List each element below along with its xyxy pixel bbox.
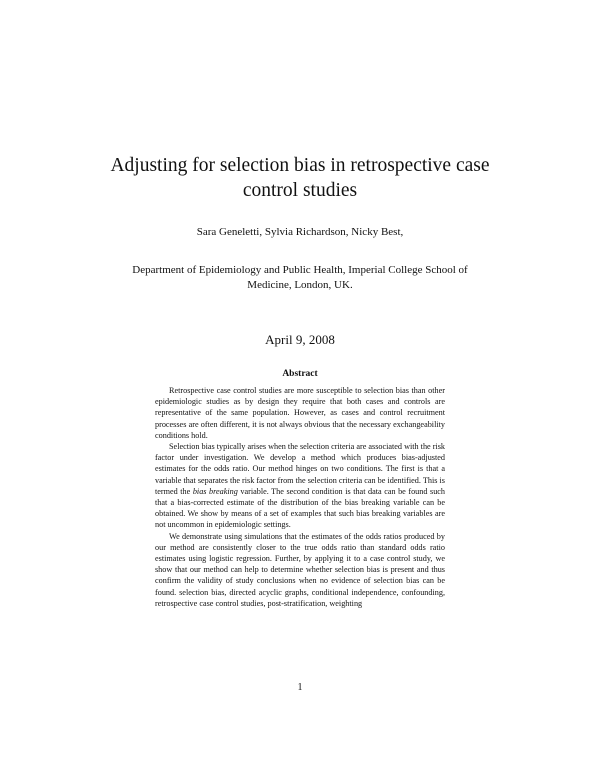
paper-title xyxy=(100,153,500,203)
abstract-p2-text-b: variable. The second condition is that data can be found such that a bias-corrected estimate of the distribution of the bias breaking variable can be obtained. We show by means of a set of examples that such bias breaking variables are not uncommon in epidemiologic settings. xyxy=(155,486,446,530)
title-line-2: control studies xyxy=(242,180,358,201)
page-number: 1 xyxy=(297,682,303,693)
abstract-p2-text-a: Selection bias typically arises when the selection criteria are associated with the risk factor under investigation. We develop a method which produces bias-adjusted estimates for the odds ratio. Our method hinges on two conditions. The first is that a variable that separates the risk factor from the selection criteria can be identified. This is termed the xyxy=(155,442,446,496)
abstract-paragraph-3: We demonstrate using simulations that the estimates of the odds ratios produced by our method are consistently closer to the true odds ratio than standard odds ratio estimates using logistic regression. Further, by applying it to a case control study, we show that our method can help to determine whether selection bias is present and thus confirm the validity of study conclusions when no evidence of selection bias can be found. selection bias, directed acyclic graphs, conditional independence, confounding, retrospective case control studies, post-stratification, weighting xyxy=(155,531,445,608)
bias-breaking-term: bias breaking xyxy=(192,486,238,496)
abstract-paragraph-2 xyxy=(155,441,445,531)
author-list: Sara Geneletti, Sylvia Richardson, Nicky Best, xyxy=(196,226,404,238)
abstract-body xyxy=(155,385,445,609)
abstract-paragraph-1: Retrospective case control studies are more susceptible to selection bias than other epidemiologic studies as by design they require that both cases and controls are representative of the same population. However, as cases and control recruitment processes are often different, it is not always obvious that the necessary exchangeability conditions hold. xyxy=(155,386,445,440)
abstract-heading: Abstract xyxy=(282,369,318,379)
title-line-1: Adjusting for selection bias in retrospective case xyxy=(110,155,490,176)
publication-date: April 9, 2008 xyxy=(265,332,335,347)
affiliation xyxy=(130,263,470,292)
affiliation-line-1: Department of Epidemiology and Public Health, Imperial College School of xyxy=(132,264,468,276)
affiliation-line-2: Medicine, London, UK. xyxy=(247,278,353,291)
